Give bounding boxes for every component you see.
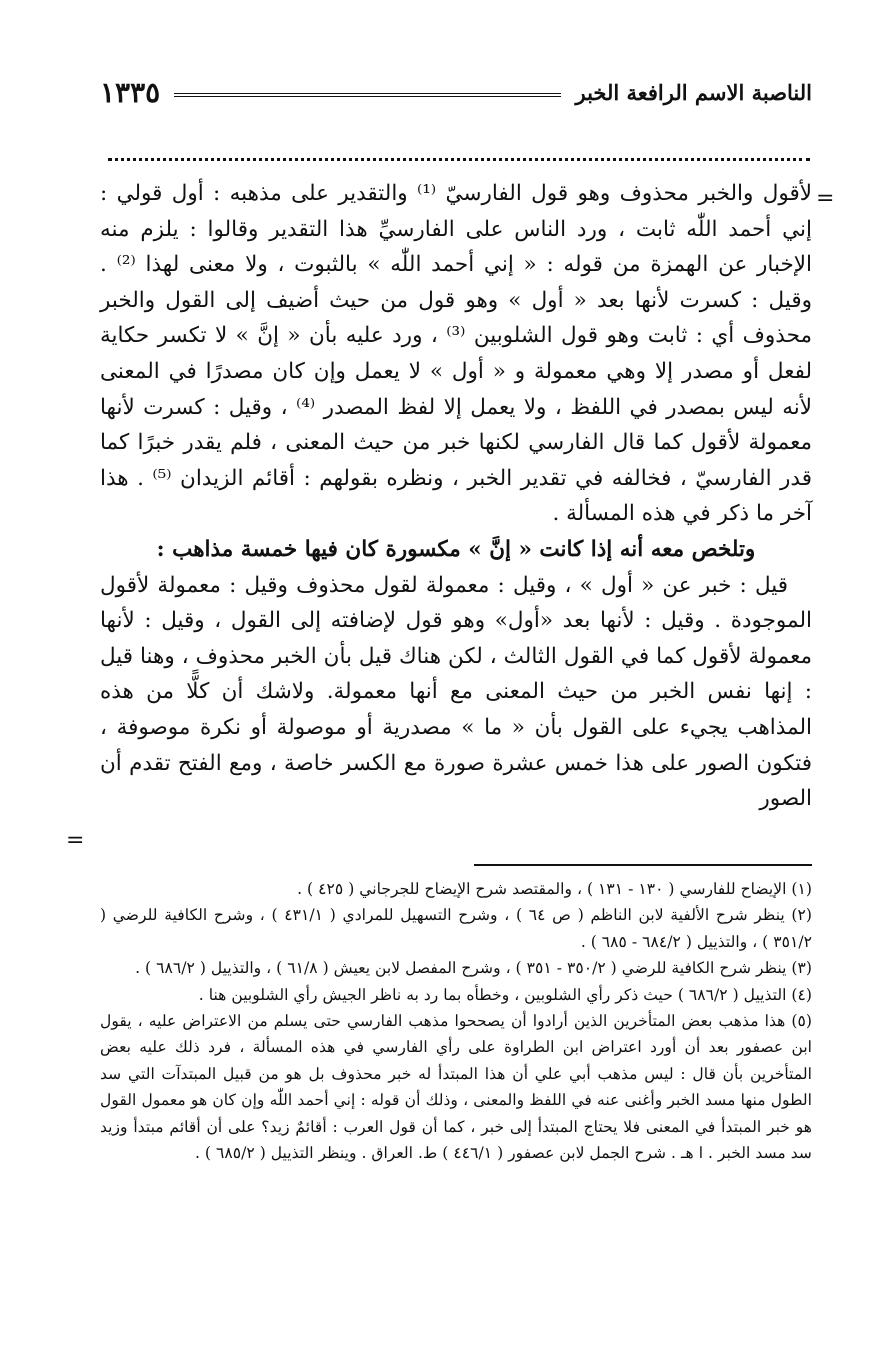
- running-title: الناصبة الاسم الرافعة الخبر: [575, 79, 812, 105]
- main-text: [100, 176, 812, 817]
- continuation-mark-start: =: [816, 186, 835, 211]
- continuation-mark-end: =: [66, 828, 85, 853]
- paragraph-2: [100, 568, 812, 817]
- footnote-2: (٢) ينظر شرح الألفية لابن الناظم ( ص ٦٤ ) ، وشرح التسهيل للمرادي ( ٤٣١/١ ) ، وشرح الكافية للرضي ( ٣٥١/٢ ) ، والتذييل ( ٦٨٤/٢ - ٦٨٥ ) .: [100, 906, 813, 951]
- header-rule: [174, 93, 561, 97]
- section-heading: وتلخص معه أنه إذا كانت « إنَّ » مكسورة كان فيها خمسة مذاهب :: [156, 536, 756, 562]
- running-header: [100, 72, 812, 112]
- footnote-rule: [474, 864, 812, 866]
- paragraph-2-text: قيل : خبر عن « أول » ، وقيل : معمولة لقول محذوف وقيل : معمولة لأقول الموجودة . وقيل : لأنها بعد «أول» وهو قول لإضافته إلى القول ، وقيل : لأنها معمولة لأقول كما في القول الثالث ، لكن هناك قيل بأن الخبر محذوف ، وهنا قيل : إنها نفس الخبر من حيث المعنى مع أنها معمولة. ولاشك أن كلًّا من هذه المذاهب يجيء على القول بأن « ما » مصدرية أو موصولة أو نكرة موصوفة ، فتكون الصور على هذا خمس عشرة صورة مع الكسر خاصة ، ومع الفتح تقدم أن الصور: [100, 572, 812, 812]
- paragraph-1: لأقول والخبر محذوف وهو قول الفارسيّ ⁽¹⁾ والتقدير على مذهبه : أول قولي : إني أحمد اللّٰه ثابت ، ورد الناس على الفارسيِّ هذا التقدير وقالوا : يلزم منه الإخبار عن الهمزة من قوله : « إني أحمد اللّٰه » بالثبوت ، ولا معنى لهذا ⁽²⁾ . وقيل : كسرت لأنها بعد « أول » وهو قول من حيث أضيف إلى القول والخبر محذوف أي : ثابت وهو قول الشلوبين ⁽³⁾ ، ورد عليه بأن « إنَّ » لا تكسر حكاية لفعل أو مصدر إلا وهي معمولة و « أول » لا يعمل وإن كان مصدرًا في المعنى لأنه ليس بمصدر في اللفظ ، ولا يعمل إلا لفظ المصدر ⁽⁴⁾ ، وقيل : كسرت لأنها معمولة لأقول كما قال الفارسي لكنها خبر من حيث المعنى ، فلم يقدر خبرًا كما قدر الفارسيّ ، فخالفه في تقدير الخبر ، ونظره بقولهم : أقائم الزيدان ⁽⁵⁾ . هذا آخر ما ذكر في هذه المسألة .: [100, 181, 812, 527]
- page-number: ١٣٣٥: [100, 75, 161, 109]
- footnote-4: (٤) التذييل ( ٦٨٦/٢ ) حيث ذكر رأي الشلوبين ، وخطأه بما رد به ناظر الجيش رأي الشلوبين هنا .: [198, 985, 812, 1004]
- dotted-separator: [108, 140, 810, 161]
- footnotes: [100, 876, 812, 1166]
- footnote-3: (٣) ينظر شرح الكافية للرضي ( ٣٥٠/٢ - ٣٥١ ) ، وشرح المفصل لابن يعيش ( ٦١/٨ ) ، والتذييل ( ٦٨٦/٢ ) .: [135, 959, 812, 978]
- footnote-5: (٥) هذا مذهب بعض المتأخرين الذين أرادوا أن يصححوا مذهب الفارسي حتى يسلم من الاعتراض عليه ، يقول ابن عصفور بعد أن أورد اعتراض ابن الطراوة على رأي الفارسي في هذه المسألة ، فرد ذلك عليه بعض المتأخرين بأن قال : ليس مذهب أبي علي أن هذا المبتدأ له خبر محذوف بل هو من قبيل المبتدآت التي سد الطول منها مسد الخبر وأغنى عنه في اللفظ والمعنى ، وذلك أن قوله : إني أحمد اللّٰه وإن كان هو معمول القول هو خبر المبتدأ في المعنى فلا يحتاج المبتدأ إلى خبر ، كما أن قول العرب : أقائمٌ زيد؟ على أن أقائم مبتدأ وزيد سد مسد الخبر . ا هـ . شرح الجمل لابن عصفور ( ٤٤٦/١ ) ط. العراق . وينظر التذييل ( ٦٨٥/٢ ) .: [100, 1012, 812, 1163]
- footnote-1: (١) الإيضاح للفارسي ( ١٣٠ - ١٣١ ) ، والمقتصد شرح الإيضاح للجرجاني ( ٤٢٥ ) .: [297, 880, 812, 898]
